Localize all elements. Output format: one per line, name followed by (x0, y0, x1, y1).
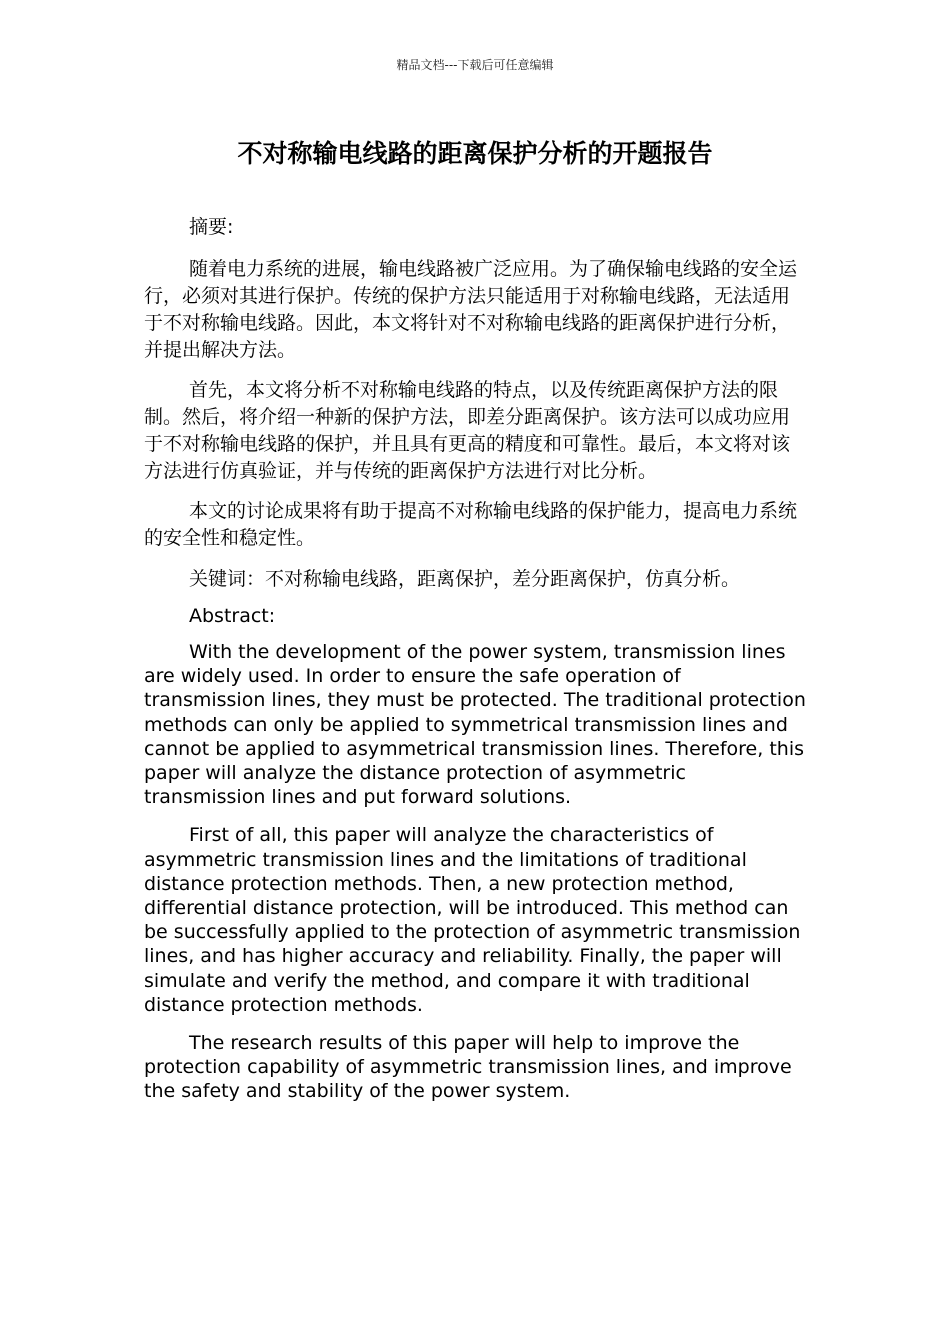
abstract-paragraph-en: First of all, this paper will analyze the characteristics of asymmetric transmission lines and the limitations of traditional distance protection methods. Then, a new protection method, differential distance protection, will be introduced. This method can be successfully applied to the protection of asymmetric transmission lines, and has higher accuracy and reliability. Finally, the paper will simulate and verify the method, and compare it with traditional distance protection methods. (144, 824, 801, 1016)
abstract-paragraph-en: With the development of the power system, transmission lines are widely used. In order to ensure the safe operation of transmission lines, they must be protected. The traditional protection methods can only be applied to symmetrical transmission lines and cannot be applied to asymmetrical transmission lines. Therefore, this paper will analyze the distance protection of asymmetric transmission lines and put forward solutions. (144, 641, 806, 809)
document-body (144, 214, 806, 1104)
abstract-paragraph-zh: 本文的讨论成果将有助于提高不对称输电线路的保护能力，提高电力系统的安全性和稳定性。 (144, 500, 798, 549)
keywords-zh: 关键词：不对称输电线路，距离保护，差分距离保护，仿真分析。 (189, 568, 741, 590)
abstract-label-en: Abstract: (189, 605, 276, 627)
abstract-label-zh: 摘要: (189, 216, 234, 238)
document-title: 不对称输电线路的距离保护分析的开题报告 (237, 139, 713, 168)
abstract-paragraph-en: The research results of this paper will help to improve the protection capability of asymmetric transmission lines, and improve the safety and stability of the power system. (144, 1032, 792, 1103)
abstract-paragraph-zh: 随着电力系统的进展，输电线路被广泛应用。为了确保输电线路的安全运行，必须对其进行保护。传统的保护方法只能适用于对称输电线路，无法适用于不对称输电线路。因此，本文将针对不对称输电线路的距离保护进行分析，并提出解决方法。 (144, 258, 798, 361)
page-header: 精品文档---下载后可任意编辑 (396, 58, 554, 72)
abstract-paragraph-zh: 首先，本文将分析不对称输电线路的特点，以及传统距离保护方法的限制。然后，将介绍一种新的保护方法，即差分距离保护。该方法可以成功应用于不对称输电线路的保护，并且具有更高的精度和可靠性。最后，本文将对该方法进行仿真验证，并与传统的距离保护方法进行对比分析。 (144, 379, 791, 482)
